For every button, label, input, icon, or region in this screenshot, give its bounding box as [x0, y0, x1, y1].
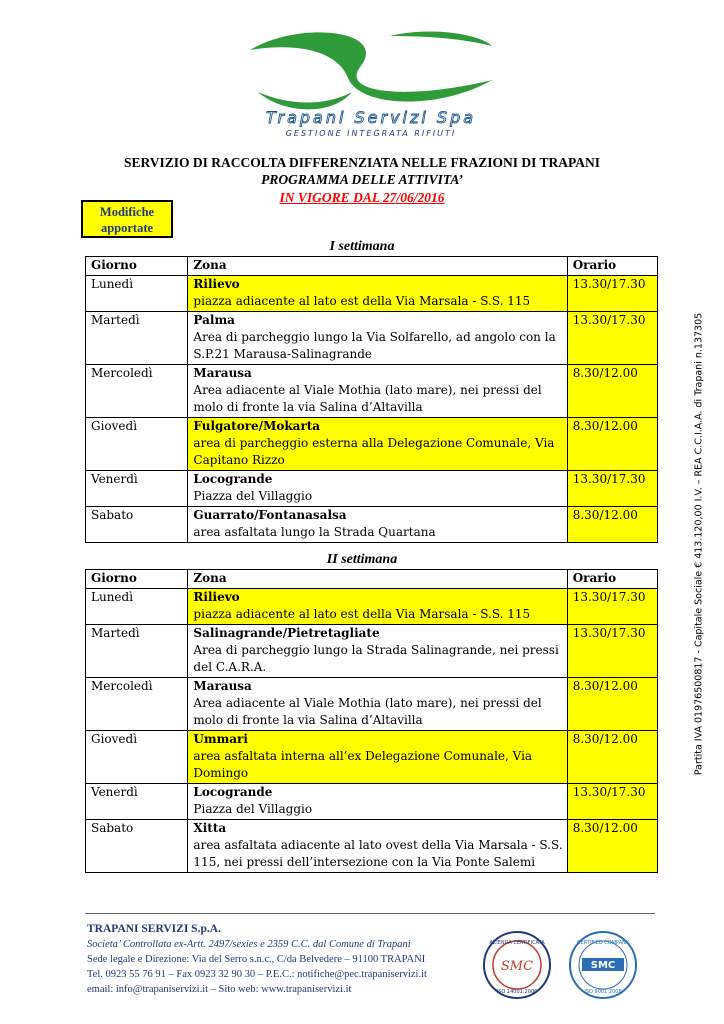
seal-right-top: CERTIFIED COMPANY [577, 940, 629, 946]
hours-cell: 8.30/12.00 [567, 365, 657, 418]
day-cell: Giovedì [86, 731, 188, 784]
zone-cell [188, 276, 567, 312]
table-header-row [86, 570, 658, 589]
table-row [86, 312, 658, 365]
zone-name: Rilievo [193, 277, 240, 291]
day-cell: Martedì [86, 312, 188, 365]
zone-name: Palma [193, 313, 235, 327]
table-row [86, 471, 658, 507]
day-cell: Mercoledì [86, 678, 188, 731]
zone-name: Locogrande [193, 472, 273, 486]
seal-left-standard: ISO 14001:2004 [496, 989, 538, 995]
zone-cell [188, 589, 567, 625]
zone-cell [188, 507, 567, 543]
table-row [86, 678, 658, 731]
hours-cell: 8.30/12.00 [567, 678, 657, 731]
zone-name: Xitta [193, 821, 227, 835]
day-cell: Lunedì [86, 276, 188, 312]
zone-name: Fulgatore/Mokarta [193, 419, 321, 433]
day-cell: Lunedì [86, 589, 188, 625]
table-row [86, 731, 658, 784]
zone-desc: Area adiacente al Viale Mothia (lato mare), nei pressi del molo di fronte la via Salina d’Altavilla [193, 383, 542, 414]
col-day-header: Giorno [86, 257, 188, 276]
hours-cell: 8.30/12.00 [567, 507, 657, 543]
table-row [86, 507, 658, 543]
zone-desc: area asfaltata lungo la Strada Quartana [193, 525, 436, 539]
hours-cell: 13.30/17.30 [567, 471, 657, 507]
seal-left-brand: SMC [500, 959, 534, 974]
table-header-row [86, 257, 658, 276]
hours-cell: 13.30/17.30 [567, 784, 657, 820]
zone-desc: area asfaltata adiacente al lato ovest della Via Marsala - S.S. 115, nei pressi dell’intersezione con la Via Ponte Salemi [193, 838, 563, 869]
hours-cell: 13.30/17.30 [567, 589, 657, 625]
zone-name: Marausa [193, 366, 252, 380]
zone-cell [188, 365, 567, 418]
week1-table [85, 256, 658, 543]
effective-date: IN VIGORE DAL 27/06/2016 [279, 190, 445, 205]
hours-cell: 13.30/17.30 [567, 276, 657, 312]
changes-legend-box: Modifiche apportate [81, 200, 173, 238]
zone-name: Ummari [193, 732, 248, 746]
day-cell: Venerdì [86, 784, 188, 820]
zone-cell [188, 678, 567, 731]
legal-sidebar [690, 312, 708, 776]
table-row [86, 418, 658, 471]
footer-web: email: info@trapaniservizi.it – Sito web: www.trapaniservizi.it [87, 984, 352, 995]
zone-desc: piazza adiacente al lato est della Via Marsala - S.S. 115 [193, 607, 531, 621]
zone-desc: Area di parcheggio lungo la Via Solfarello, ad angolo con la S.P.21 Marausa-Salinagrande [193, 330, 556, 361]
zone-desc: Piazza del Villaggio [193, 489, 313, 503]
col-hours-header: Orario [567, 570, 657, 589]
zone-cell [188, 418, 567, 471]
footer [87, 922, 427, 997]
zone-cell [188, 731, 567, 784]
zone-name: Guarrato/Fontanasalsa [193, 508, 347, 522]
zone-desc: area di parcheggio esterna alla Delegazione Comunale, Via Capitano Rizzo [193, 436, 555, 467]
footer-divider [85, 913, 655, 914]
zone-desc: Piazza del Villaggio [193, 802, 313, 816]
day-cell: Martedì [86, 625, 188, 678]
day-cell: Sabato [86, 820, 188, 873]
document-subtitle: PROGRAMMA DELLE ATTIVITA’ [261, 172, 463, 187]
footer-subtitle: Societa’ Controllata ex-Artt. 2497/sexies e 2359 C.C. dal Comune di Trapani [87, 939, 411, 950]
footer-address: Sede legale e Direzione: Via del Serro s.n.c., C/da Belvedere – 91100 TRAPANI [87, 954, 426, 965]
week2-table [85, 569, 658, 873]
col-day-header: Giorno [86, 570, 188, 589]
week1-title: I settimana [329, 239, 395, 254]
day-cell: Mercoledì [86, 365, 188, 418]
iso9001-seal-icon [568, 930, 638, 1000]
logo-tagline: GESTIONE INTEGRATA RIFIUTI [285, 129, 457, 138]
col-zone-header: Zona [188, 257, 567, 276]
table-row [86, 365, 658, 418]
logo-name: Trapani Servizi Spa [265, 108, 477, 127]
footer-company: TRAPANI SERVIZI S.p.A. [87, 923, 221, 935]
table-row [86, 784, 658, 820]
hours-cell: 13.30/17.30 [567, 312, 657, 365]
zone-name: Salinagrande/Pietretagliate [193, 626, 380, 640]
day-cell: Sabato [86, 507, 188, 543]
day-cell: Venerdì [86, 471, 188, 507]
zone-cell [188, 784, 567, 820]
zone-name: Locogrande [193, 785, 273, 799]
zone-name: Rilievo [193, 590, 240, 604]
zone-cell [188, 312, 567, 365]
seal-left-top: AZIENDA CERTIFICATA [489, 940, 545, 946]
hours-cell: 8.30/12.00 [567, 731, 657, 784]
zone-cell [188, 625, 567, 678]
zone-desc: piazza adiacente al lato est della Via Marsala - S.S. 115 [193, 294, 531, 308]
hours-cell: 13.30/17.30 [567, 625, 657, 678]
col-zone-header: Zona [188, 570, 567, 589]
table-row [86, 589, 658, 625]
company-logo [240, 22, 502, 140]
table-row [86, 625, 658, 678]
zone-desc: Area di parcheggio lungo la Strada Salinagrande, nei pressi del C.A.R.A. [193, 643, 559, 674]
week2-title: II settimana [326, 552, 398, 567]
table-row [86, 276, 658, 312]
zone-name: Marausa [193, 679, 252, 693]
hours-cell: 8.30/12.00 [567, 820, 657, 873]
seal-right-standard: ISO 9001:2008 [584, 989, 622, 995]
zone-desc: area asfaltata interna all’ex Delegazione Comunale, Via Domingo [193, 749, 533, 780]
footer-contacts: Tel. 0923 55 76 91 – Fax 0923 32 90 30 – P.E.C.: notifiche@pec.trapaniservizi.it [87, 969, 427, 980]
zone-desc: Area adiacente al Viale Mothia (lato mare), nei pressi del molo di fronte la via Salina d’Altavilla [193, 696, 542, 727]
hours-cell: 8.30/12.00 [567, 418, 657, 471]
legal-sidebar-text: Partita IVA 01976500817 - Capitale Sociale € 413.120,00 I.V. – REA C.C.I.A.A. di Trapani n.137305 [693, 312, 705, 776]
seal-right-brand: SMC [590, 960, 616, 971]
zone-cell [188, 471, 567, 507]
col-hours-header: Orario [567, 257, 657, 276]
iso14001-seal-icon [482, 930, 552, 1000]
zone-cell [188, 820, 567, 873]
day-cell: Giovedì [86, 418, 188, 471]
table-row [86, 820, 658, 873]
document-title: SERVIZIO DI RACCOLTA DIFFERENZIATA NELLE FRAZIONI DI TRAPANI [124, 155, 600, 170]
